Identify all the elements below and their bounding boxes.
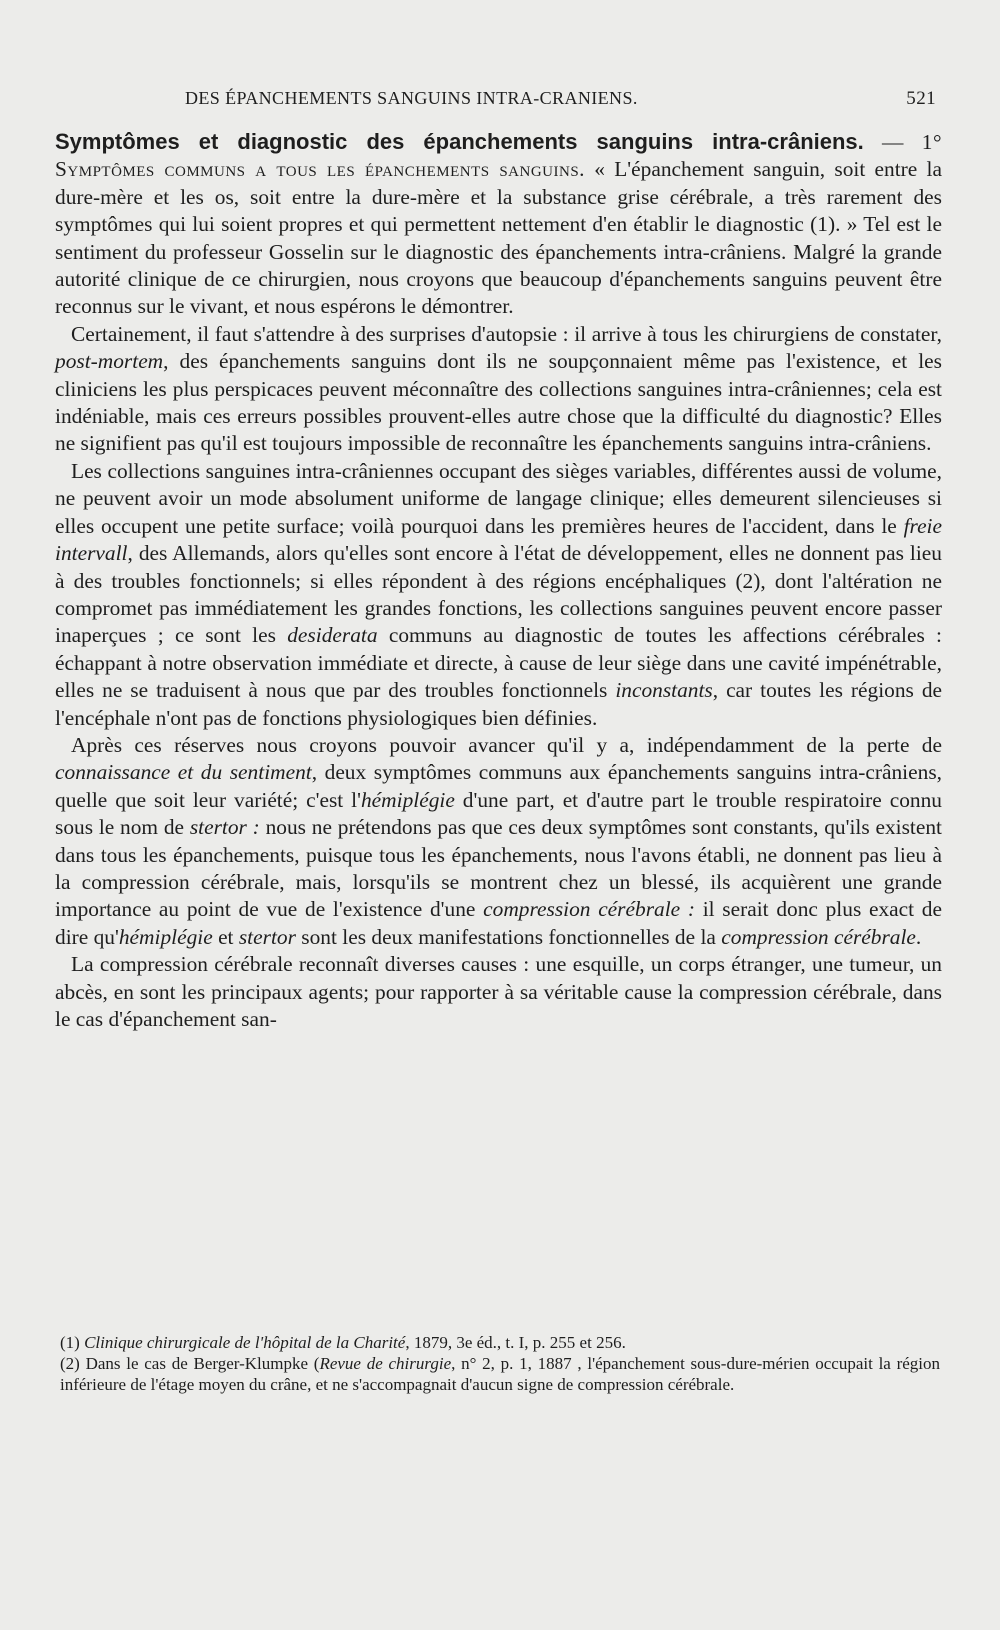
footnote-text: , n° 2, p. 1, 1887 , l'épanchement sous-dure-mérien occupait la région inférieure de l'étage moyen du crâne, et ne s'accompagnait d'aucun signe de compression cérébrale. [60, 1354, 941, 1394]
running-title: DES ÉPANCHEMENTS SANGUINS INTRA-CRANIENS. [185, 88, 638, 108]
paragraph-text: Les collections sanguines intra-crâniennes occupant des sièges variables, différentes aussi de volume, ne peuvent avoir un mode absolument uniforme de langage clinique; elles demeurent silencieuses si elles occupent une petite surface; voilà pourquoi dans les premières heures de l'accident, dans le [55, 458, 942, 538]
paragraph-text: . » Tel est le sentiment du professeur Gosselin sur le diagnostic des épanchements intra-crâniens. Malgré la grande autorité clinique de ce chirurgien, nous croyons que beaucoup d'épanchements sanguins peuvent être reconnus sur le vivant, et nous espérons le démontrer. [55, 212, 942, 319]
paragraph-text: . [915, 924, 922, 949]
paragraph-text: d'une part, et d'autre part le trouble respiratoire connu sous le nom de [55, 787, 943, 840]
italic-term: compression cérébrale [721, 924, 916, 949]
footnote-2 [60, 1353, 940, 1395]
section-heading: Symptômes et diagnostic des épanchements sanguins intra-crâniens. [55, 129, 864, 154]
footnote-mark: (2) [60, 1354, 80, 1373]
footnote-title: Clinique chirurgicale de l'hôpital de la Charité [84, 1333, 406, 1352]
running-header [55, 88, 942, 122]
italic-term: compression cérébrale : [483, 897, 695, 922]
paragraph [55, 128, 942, 321]
paragraph-text: « L'épanchement sanguin, soit entre la dure-mère et les os, soit entre la dure-mère et la substance grise cérébrale, a très rarement des symptômes qui lui soient propres et qui permettent nettement d'en établir le diagnostic [55, 157, 942, 237]
italic-term: inconstants [615, 678, 713, 703]
paragraph-text: , deux symptômes communs aux épanchements sanguins intra-crâniens, quelle que soit leur variété; c'est l' [55, 760, 942, 812]
section-subheading: 1° Symptômes communs a tous les épanchements sanguins. [55, 130, 942, 182]
paragraph [55, 951, 942, 1033]
paragraph-text: et [212, 924, 239, 949]
page-number: 521 [906, 88, 936, 109]
paragraph-text: Certainement, il faut s'attendre à des surprises d'autopsie : il arrive à tous les chirurgiens de constater, [71, 321, 942, 346]
footnote-ref: (2) [735, 568, 761, 593]
italic-term: post-mortem [55, 349, 164, 374]
italic-term: connaissance et du sentiment [55, 760, 312, 785]
paragraph-text: il serait donc plus exact de dire qu' [55, 897, 943, 949]
footnote-text: , 1879, 3e éd., t. I, p. 255 et 256. [405, 1333, 626, 1352]
paragraph-text: sont les deux manifestations fonctionnelles de la [295, 924, 722, 949]
paragraph-text: , des Allemands, alors qu'elles sont encore à l'état de développement, elles ne donnent pas lieu à des troubles fonctionnels; si elles répondent à des régions encéphaliques [55, 541, 942, 593]
footnote-title: Revue de chirurgie [319, 1354, 452, 1373]
footnote-mark: (1) [60, 1333, 80, 1352]
paragraph-text: Après ces réserves nous croyons pouvoir avancer qu'il y a, indépendamment de la perte de [71, 732, 942, 757]
paragraph-text: nous ne prétendons pas que ces deux symptômes sont constants, qu'ils existent dans tous les épanchements, puisque tous les épanchements, nous l'avons établi, ne donnent pas lieu à la compression cérébrale, mais, lorsqu'ils se montrent chez un blessé, ils acquièrent une grande importance au point de vue de l'existence d'une [55, 815, 942, 922]
italic-term: desiderata [287, 623, 378, 648]
paragraph [55, 458, 942, 732]
footnotes [60, 1332, 940, 1395]
paragraph-text: communs au diagnostic de toutes les affections cérébrales : échappant à notre observation immédiate et directe, à cause de leur siège dans une cavité impénétrable, elles ne se traduisent à nous que par des troubles fonctionnels [55, 623, 942, 703]
italic-term: hémiplégie [360, 787, 455, 812]
paragraph-text: , car toutes les régions de l'encéphale n'ont pas de fonctions physiologiques bien définies. [55, 678, 943, 730]
body-text [55, 128, 942, 1033]
paragraph [55, 732, 942, 951]
italic-term: hémiplégie [118, 924, 213, 949]
heading-dash: — [863, 130, 922, 154]
footnote-text: Dans le cas de Berger-Klumpke ( [85, 1354, 320, 1373]
paragraph-text: La compression cérébrale reconnaît diverses causes : une esquille, un corps étranger, une tumeur, un abcès, en sont les principaux agents; pour rapporter à sa véritable cause la compression cérébrale, dans le cas d'épanchement san- [55, 952, 942, 1031]
paragraph-text: , des épanchements sanguins dont ils ne soupçonnaient même pas l'existence, et les cliniciens les plus perspicaces peuvent méconnaître des collections sanguines intra-crâniennes; cela est indéniable, mais ces erreurs possibles prouvent-elles autre chose que la difficulté du diagnostic? Elles ne signifient pas qu'il est toujours impossible de reconnaître les épanchements sanguins intra-crâniens. [55, 349, 942, 456]
paragraph [55, 321, 942, 458]
italic-term: stertor : [189, 815, 260, 840]
footnote-1 [60, 1332, 940, 1353]
italic-term: stertor [238, 924, 296, 949]
italic-term: freie intervall [55, 513, 942, 566]
footnote-ref: (1) [810, 212, 836, 237]
paragraph-text: , dont l'altération ne compromet pas immédiatement les grandes fonctions, les collections sanguines peuvent encore passer inaperçues ; ce sont les [55, 568, 942, 648]
